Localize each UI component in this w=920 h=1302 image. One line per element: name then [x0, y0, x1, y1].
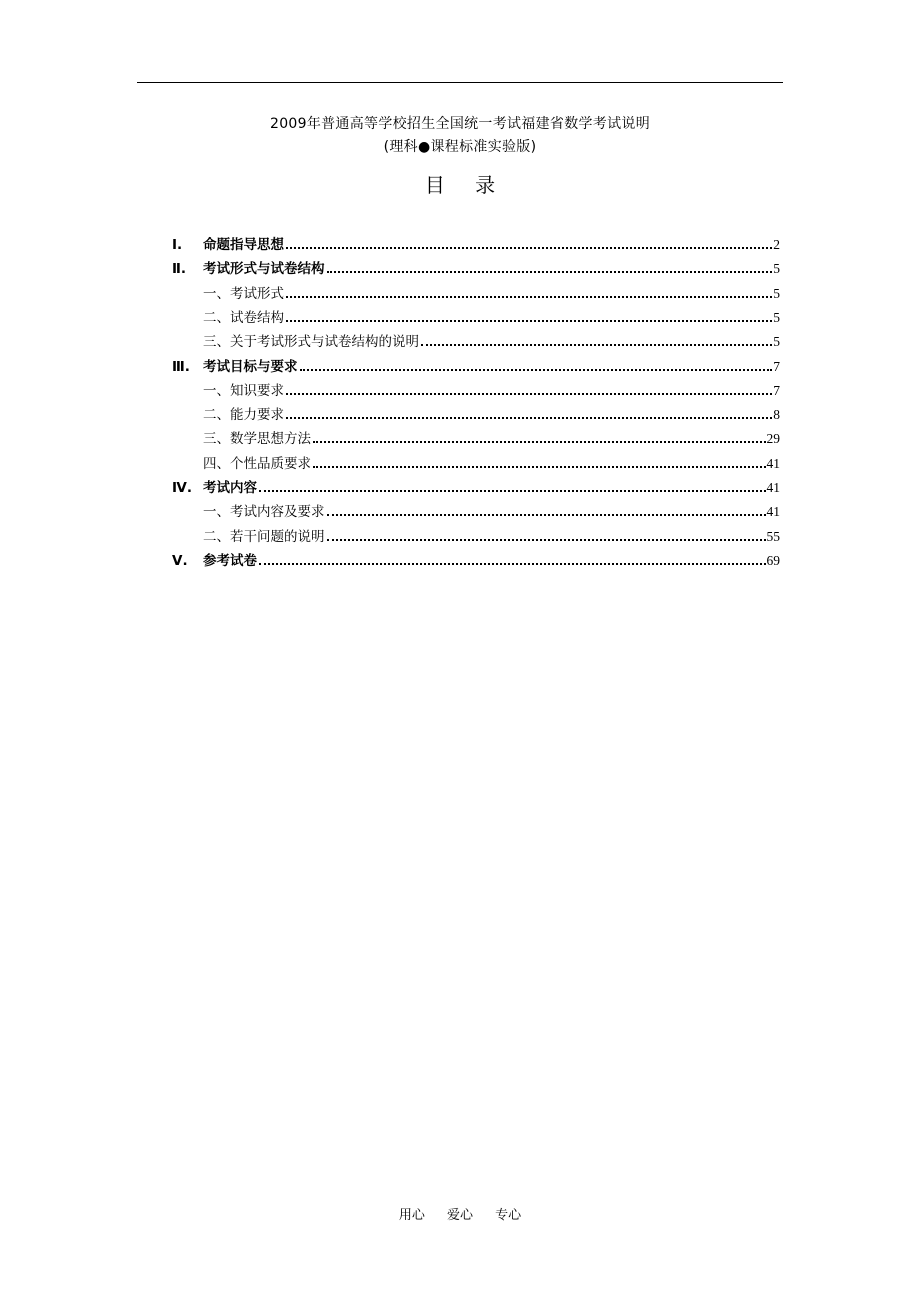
toc-entry[interactable]	[203, 380, 780, 402]
toc-entry[interactable]	[172, 477, 780, 499]
toc-entry-label: 四、个性品质要求	[203, 456, 311, 472]
toc-entry-page-number: 5	[773, 286, 780, 301]
toc-entry-label: 命题指导思想	[203, 237, 284, 253]
toc-dot-leader	[286, 417, 772, 419]
footer-motto-2: 爱心	[446, 1208, 473, 1223]
toc-dot-leader	[327, 539, 766, 541]
toc-entry-page-number: 5	[773, 261, 780, 276]
toc-dot-leader	[286, 320, 772, 322]
toc-entry[interactable]	[203, 453, 780, 475]
toc-dot-leader	[286, 393, 772, 395]
toc-dot-leader	[259, 490, 766, 492]
page-footer	[0, 1206, 920, 1226]
toc-entry-label: 三、关于考试形式与试卷结构的说明	[203, 334, 419, 350]
toc-entry-page-number: 41	[766, 504, 780, 519]
toc-entry-page-number: 41	[766, 480, 780, 495]
toc-entry-page-number: 7	[773, 383, 780, 398]
toc-entry-number: Ⅳ.	[172, 480, 192, 496]
toc-entry-label: 参考试卷	[203, 553, 257, 569]
toc-entry-page-number: 7	[773, 359, 780, 374]
toc-dot-leader	[286, 247, 772, 249]
toc-entry-label: 二、试卷结构	[203, 310, 284, 326]
toc-entry-label: 三、数学思想方法	[203, 431, 311, 447]
document-title: 2009年普通高等学校招生全国统一考试福建省数学考试说明	[269, 116, 651, 132]
toc-dot-leader	[286, 296, 772, 298]
toc-dot-leader	[421, 344, 772, 346]
footer-motto-3: 专心	[495, 1208, 522, 1223]
footer-motto-1: 用心	[398, 1208, 425, 1223]
toc-entry[interactable]	[203, 307, 780, 329]
toc-entry[interactable]	[203, 501, 780, 523]
toc-entry[interactable]	[203, 428, 780, 450]
toc-entry-number: Ⅲ.	[172, 359, 190, 375]
toc-entry-label: 一、知识要求	[203, 383, 284, 399]
toc-entry[interactable]	[203, 404, 780, 426]
toc-entry[interactable]	[172, 258, 780, 280]
toc-entry-label: 考试内容	[203, 480, 257, 496]
toc-entry[interactable]	[203, 331, 780, 353]
toc-dot-leader	[259, 563, 766, 565]
toc-entry-page-number: 55	[766, 529, 780, 544]
toc-entry-label: 二、能力要求	[203, 407, 284, 423]
toc-dot-leader	[327, 271, 773, 273]
toc-entry-number: Ⅱ.	[172, 261, 187, 277]
toc-dot-leader	[313, 441, 766, 443]
toc-entry-page-number: 8	[773, 407, 780, 422]
toc-entry-page-number: 41	[766, 456, 780, 471]
toc-dot-leader	[300, 369, 773, 371]
toc-entry-number: Ⅴ.	[172, 553, 188, 569]
toc-entry[interactable]	[172, 550, 780, 572]
toc-entry-page-number: 5	[773, 310, 780, 325]
toc-entry-page-number: 69	[766, 553, 780, 568]
toc-entry-page-number: 5	[773, 334, 780, 349]
toc-entry-label: 一、考试形式	[203, 286, 284, 302]
toc-entry-page-number: 29	[766, 431, 780, 446]
toc-heading: 目 录	[424, 173, 508, 197]
toc-entry[interactable]	[172, 356, 780, 378]
toc-entry-page-number: 2	[773, 237, 780, 252]
toc-entry-label: 考试目标与要求	[203, 359, 298, 375]
toc-dot-leader	[313, 466, 766, 468]
document-subtitle: (理科●课程标准实验版)	[383, 139, 537, 155]
toc-entry-label: 考试形式与试卷结构	[203, 261, 325, 277]
toc-dot-leader	[327, 514, 766, 516]
toc-entry[interactable]	[203, 526, 780, 548]
toc-entry-number: Ⅰ.	[172, 237, 183, 253]
header-rule	[137, 82, 783, 83]
toc-entry[interactable]	[172, 234, 780, 256]
toc-entry-label: 二、若干问题的说明	[203, 529, 325, 545]
toc-entry-label: 一、考试内容及要求	[203, 504, 325, 520]
toc-entry[interactable]	[203, 283, 780, 305]
